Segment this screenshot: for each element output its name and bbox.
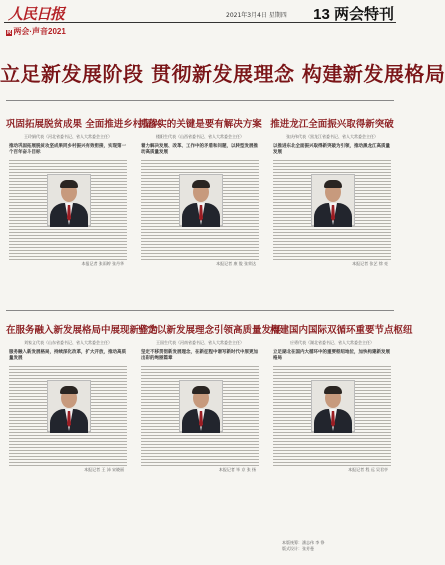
article-reporters: 本报记者 程 远 吴君亭 bbox=[348, 467, 388, 472]
divider bbox=[6, 310, 394, 311]
article-body bbox=[270, 366, 394, 472]
page-headline: 立足新发展阶段 贯彻新发展理念 构建新发展格局 bbox=[0, 62, 445, 86]
delegate-portrait bbox=[179, 174, 223, 226]
article-byline: 王国生代表（河南省委书记、省人大常委会主任） bbox=[156, 340, 244, 345]
article-byline: 应勇代表（湖北省委书记、省人大常委会主任） bbox=[290, 340, 374, 345]
page-number-section: 13 两会特刊 bbox=[313, 6, 394, 23]
page-credits bbox=[282, 540, 394, 552]
article-reporters: 本报记者 王 沛 宋晓丽 bbox=[84, 467, 124, 472]
article-2 bbox=[138, 116, 262, 266]
article-4 bbox=[6, 322, 159, 472]
delegate-portrait bbox=[47, 174, 91, 226]
masthead bbox=[4, 2, 396, 23]
article-title: 巩固拓展脱贫成果 全面推进乡村振兴 bbox=[6, 119, 162, 130]
article-lead: 服务融入新发展格局，持续深化改革，扩大开放，推动高质量发展 bbox=[9, 350, 126, 361]
article-body bbox=[138, 366, 262, 472]
article-reporters: 本报记者 张雨婷 张丹华 bbox=[81, 261, 124, 266]
delegate-portrait bbox=[47, 380, 91, 432]
delegate-portrait bbox=[311, 380, 355, 432]
article-title: 坚定以新发展理念引领高质量发展 bbox=[138, 325, 281, 336]
delegate-portrait bbox=[179, 380, 223, 432]
article-body bbox=[6, 366, 130, 472]
article-lead: 以推进东北全面振兴取得新突破为引领，推动黑龙江高质量发展 bbox=[273, 144, 390, 155]
article-lead: 着力解决发展、改革、工作中的矛盾和问题，以转型发展推动高质量发展 bbox=[141, 144, 258, 155]
article-title: 在服务融入新发展格局中展现新作为 bbox=[6, 325, 159, 336]
article-byline: 楼阳生代表（山西省委书记、省人大常委会主任） bbox=[156, 134, 244, 139]
article-body bbox=[138, 160, 262, 266]
article-reporters: 本报记者 张艺 徐 亮 bbox=[352, 261, 388, 266]
delegate-portrait bbox=[311, 174, 355, 226]
issue-date: 2021年3月4日 星期四 bbox=[226, 12, 287, 19]
article-byline: 刘家义代表（山东省委书记、省人大常委会主任） bbox=[24, 340, 112, 345]
section-label: 两会·声音2021 bbox=[13, 27, 66, 36]
article-reporters: 本报记者 毕 京 张 扬 bbox=[218, 467, 256, 472]
article-body bbox=[270, 160, 394, 266]
section-badge: R bbox=[7, 30, 12, 36]
article-title: 抓落实的关键是要有解决方案 bbox=[138, 119, 262, 130]
article-byline: 张庆伟代表（黑龙江省委书记、省人大常委会主任） bbox=[286, 134, 378, 139]
article-lead: 坚定不移贯彻新发展理念，在新征程中谱写新时代中原更加出彩的绚丽篇章 bbox=[141, 350, 258, 361]
article-3 bbox=[270, 116, 394, 266]
article-title: 推进龙江全面振兴取得新突破 bbox=[270, 119, 394, 130]
article-body bbox=[6, 160, 130, 266]
newspaper-logo: 人民日报 bbox=[8, 5, 65, 23]
article-byline: 王玲娟代表（河北省委书记、省人大常委会主任） bbox=[24, 134, 112, 139]
article-reporters: 本报记者 康 俊 张荣达 bbox=[216, 261, 256, 266]
article-lead: 立足湖北在国内大循环中的重要枢纽地位，加快构建新发展格局 bbox=[273, 350, 390, 361]
article-lead: 推动巩固拓展脱贫攻坚成果同乡村振兴有效衔接，实现第一个百年奋斗目标 bbox=[9, 144, 126, 155]
section-tag bbox=[6, 26, 66, 37]
credits-design: 版式设计：张芳曼 bbox=[282, 546, 314, 551]
credits-editor: 本版统筹：潘志伟 李 铮 bbox=[282, 540, 325, 545]
article-title: 构建国内国际双循环重要节点枢纽 bbox=[270, 325, 413, 336]
article-1 bbox=[6, 116, 162, 266]
article-5 bbox=[138, 322, 281, 472]
divider bbox=[6, 100, 394, 101]
article-6 bbox=[270, 322, 413, 472]
